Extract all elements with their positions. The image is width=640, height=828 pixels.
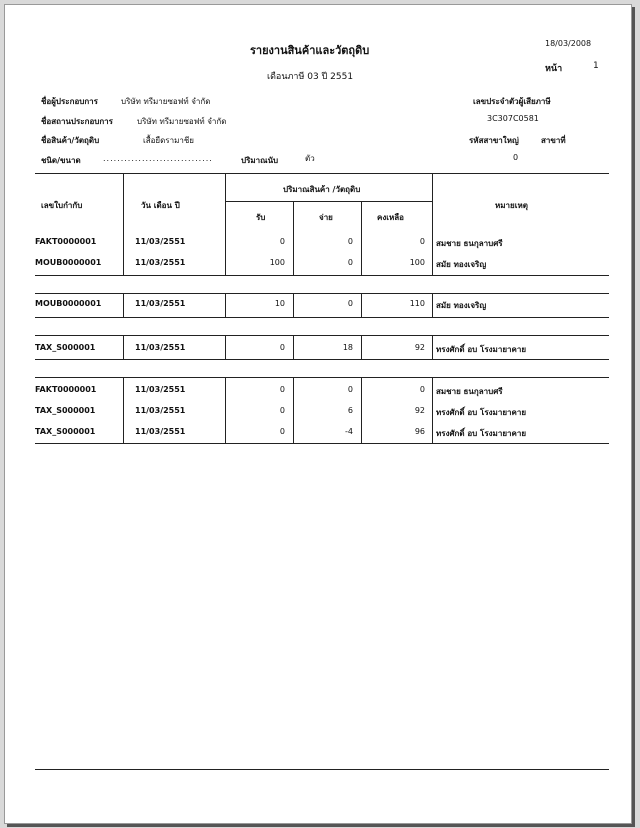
type-label: ชนิด/ขนาด — [41, 156, 81, 165]
cell-remark: สมัย ทองเจริญ — [436, 260, 487, 269]
cell-out: 0 — [347, 237, 353, 246]
group-rule — [35, 275, 609, 276]
col-out-header: จ่าย — [319, 213, 333, 222]
column-divider — [293, 335, 294, 359]
type-dots: ............................... — [103, 154, 213, 163]
col-doc-header: เลขใบกำกับ — [41, 201, 83, 210]
cell-remark: สมัย ทองเจริญ — [436, 301, 487, 310]
column-divider — [432, 231, 433, 275]
cell-doc: FAKT0000001 — [35, 385, 97, 394]
taxid-value: 3C307C0581 — [487, 114, 539, 123]
table-bottom-rule — [35, 443, 609, 444]
group-rule — [35, 317, 609, 318]
operator-label: ชื่อผู้ประกอบการ — [41, 97, 98, 106]
header-subrule — [225, 201, 432, 202]
taxid-label: เลขประจำตัวผู้เสียภาษี — [473, 97, 551, 106]
group-rule — [35, 293, 609, 294]
report-title: รายงานสินค้าและวัตถุดิบ — [250, 44, 370, 57]
cell-out: -4 — [345, 427, 353, 436]
group-rule — [35, 377, 609, 378]
operator-value: บริษัท ทรีมายซอฟท์ จำกัด — [121, 97, 211, 106]
cell-date: 11/03/2551 — [135, 258, 186, 267]
cell-remark: ทรงศักดิ์ อบ โรงมายาคาย — [436, 408, 527, 417]
page-number: 1 — [593, 61, 599, 71]
cell-balance: 92 — [414, 406, 425, 415]
cell-in: 0 — [279, 343, 285, 352]
header-divider — [123, 173, 124, 231]
cell-balance: 0 — [419, 237, 425, 246]
header-divider — [225, 173, 226, 231]
cell-date: 11/03/2551 — [135, 406, 186, 415]
col-qty-group-header: ปริมาณสินค้า /วัตถุดิบ — [283, 185, 361, 194]
cell-doc: MOUB0000001 — [35, 299, 102, 308]
column-divider — [293, 293, 294, 317]
cell-doc: TAX_S000001 — [35, 427, 96, 436]
header-divider — [293, 201, 294, 231]
cell-date: 11/03/2551 — [135, 299, 186, 308]
header-divider — [432, 173, 433, 231]
column-divider — [225, 231, 226, 275]
branch-value: สาขาที่ — [541, 136, 566, 145]
cell-in: 100 — [269, 258, 285, 267]
cell-doc: FAKT0000001 — [35, 237, 97, 246]
cell-doc: MOUB0000001 — [35, 258, 102, 267]
cell-doc: TAX_S000001 — [35, 406, 96, 415]
column-divider — [293, 377, 294, 443]
column-divider — [361, 293, 362, 317]
group-rule — [35, 335, 609, 336]
cell-balance: 0 — [419, 385, 425, 394]
report-period: เดือนภาษี 03 ปี 2551 — [267, 72, 354, 82]
column-divider — [293, 231, 294, 275]
cell-balance: 96 — [414, 427, 425, 436]
establishment-value: บริษัท ทรีมายซอฟท์ จำกัด — [137, 117, 227, 126]
cell-out: 0 — [347, 258, 353, 267]
quantity-label: ปริมาณนับ — [241, 156, 279, 165]
column-divider — [225, 377, 226, 443]
column-divider — [432, 377, 433, 443]
print-date: 18/03/2008 — [545, 39, 592, 48]
cell-doc: TAX_S000001 — [35, 343, 96, 352]
product-label: ชื่อสินค้า/วัตถุดิบ — [41, 136, 100, 145]
cell-remark: สมชาย ธนกุลาบศรี — [436, 239, 503, 248]
column-divider — [432, 335, 433, 359]
cell-remark: สมชาย ธนกุลาบศรี — [436, 387, 503, 396]
col-remark-header: หมายเหตุ — [495, 201, 528, 210]
cell-balance: 92 — [414, 343, 425, 352]
cell-remark: ทรงศักดิ์ อบ โรงมายาคาย — [436, 429, 527, 438]
cell-date: 11/03/2551 — [135, 343, 186, 352]
cell-in: 10 — [274, 299, 285, 308]
quantity-unit: ตัว — [305, 154, 315, 163]
cell-balance: 100 — [409, 258, 425, 267]
cell-out: 6 — [347, 406, 353, 415]
page-label: หน้า — [545, 64, 563, 74]
cell-remark: ทรงศักดิ์ อบ โรงมายาคาย — [436, 345, 527, 354]
column-divider — [432, 293, 433, 317]
cell-out: 0 — [347, 299, 353, 308]
cell-in: 0 — [279, 406, 285, 415]
group-rule — [35, 359, 609, 360]
column-divider — [123, 231, 124, 275]
cell-in: 0 — [279, 237, 285, 246]
column-divider — [225, 335, 226, 359]
report-page — [4, 4, 632, 824]
establishment-label: ชื่อสถานประกอบการ — [41, 117, 113, 126]
product-value: เสื้อยืดรามาชีย — [143, 136, 194, 145]
column-divider — [123, 377, 124, 443]
column-divider — [123, 293, 124, 317]
cell-out: 18 — [342, 343, 353, 352]
col-balance-header: คงเหลือ — [377, 213, 404, 222]
column-divider — [123, 335, 124, 359]
cell-in: 0 — [279, 385, 285, 394]
branch-label: รหัสสาขาใหญ่ — [469, 136, 519, 145]
col-date-header: วัน เดือน ปี — [141, 201, 180, 210]
column-divider — [225, 293, 226, 317]
column-divider — [361, 377, 362, 443]
footer-rule — [35, 769, 609, 770]
cell-date: 11/03/2551 — [135, 385, 186, 394]
column-divider — [361, 231, 362, 275]
col-in-header: รับ — [256, 213, 266, 222]
cell-date: 11/03/2551 — [135, 237, 186, 246]
header-divider — [361, 201, 362, 231]
table-top-rule — [35, 173, 609, 174]
cell-date: 11/03/2551 — [135, 427, 186, 436]
column-divider — [361, 335, 362, 359]
branch-number: 0 — [513, 153, 519, 162]
cell-out: 0 — [347, 385, 353, 394]
cell-balance: 110 — [409, 299, 425, 308]
cell-in: 0 — [279, 427, 285, 436]
